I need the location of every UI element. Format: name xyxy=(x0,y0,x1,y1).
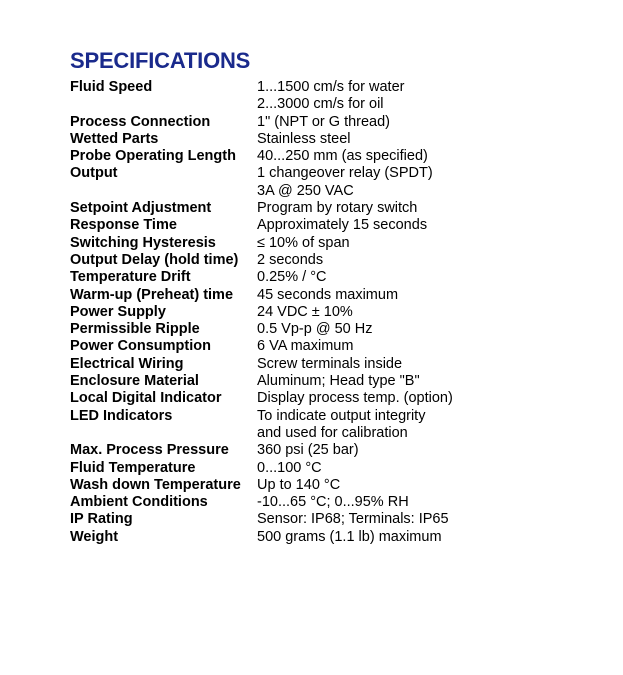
spec-value-line: 6 VA maximum xyxy=(257,338,354,355)
spec-row xyxy=(70,529,590,546)
spec-row xyxy=(70,79,590,114)
spec-value xyxy=(257,217,590,234)
spec-row xyxy=(70,287,590,304)
spec-value-line: 1 changeover relay (SPDT) xyxy=(257,165,433,182)
spec-value-line: Aluminum; Head type "B" xyxy=(257,373,420,390)
spec-value-line: Screw terminals inside xyxy=(257,355,403,372)
spec-value-line: 360 psi (25 bar) xyxy=(257,442,359,459)
spec-label: Permissible Ripple xyxy=(70,321,200,338)
spec-value xyxy=(257,511,590,528)
spec-value-line: 1...1500 cm/s for water xyxy=(257,79,405,95)
spec-row xyxy=(70,200,590,217)
spec-value-line: and used for calibration xyxy=(257,424,408,441)
spec-row xyxy=(70,165,590,200)
spec-value xyxy=(257,338,590,355)
spec-row xyxy=(70,114,590,131)
spec-value-line: 40...250 mm (as specified) xyxy=(257,148,428,165)
spec-label: Output Delay (hold time) xyxy=(70,251,239,268)
spec-label: Power Consumption xyxy=(70,338,211,355)
spec-value-line: Program by rotary switch xyxy=(257,200,418,217)
spec-label: Switching Hysteresis xyxy=(70,234,216,251)
spec-value xyxy=(257,460,590,477)
spec-row xyxy=(70,460,590,477)
spec-value xyxy=(257,114,590,131)
spec-label: IP Rating xyxy=(70,511,133,528)
spec-row xyxy=(70,477,590,494)
spec-label: Max. Process Pressure xyxy=(70,442,229,459)
spec-label: Fluid Speed xyxy=(70,79,153,95)
spec-value-line: Stainless steel xyxy=(257,130,351,147)
spec-value-line: 500 grams (1.1 lb) maximum xyxy=(257,528,442,545)
spec-row xyxy=(70,235,590,252)
spec-label: Fluid Temperature xyxy=(70,459,196,476)
spec-value-line: ≤ 10% of span xyxy=(257,234,350,251)
spec-value-line: Display process temp. (option) xyxy=(257,390,453,407)
spec-value xyxy=(257,131,590,148)
spec-row xyxy=(70,338,590,355)
spec-label: Output xyxy=(70,165,118,182)
spec-value xyxy=(257,390,590,407)
spec-value-line: 2...3000 cm/s for oil xyxy=(257,96,384,113)
spec-label: LED Indicators xyxy=(70,407,173,424)
spec-row xyxy=(70,131,590,148)
spec-value xyxy=(257,408,590,443)
spec-value xyxy=(257,200,590,217)
spec-row xyxy=(70,511,590,528)
spec-label: Power Supply xyxy=(70,303,166,320)
spec-row xyxy=(70,252,590,269)
spec-value xyxy=(257,442,590,459)
spec-value-line: 24 VDC ± 10% xyxy=(257,303,353,320)
spec-value xyxy=(257,235,590,252)
spec-value xyxy=(257,304,590,321)
spec-table xyxy=(70,79,590,546)
spec-value-line: Up to 140 °C xyxy=(257,476,341,493)
spec-value-line: 0.5 Vp-p @ 50 Hz xyxy=(257,321,373,338)
spec-label: Probe Operating Length xyxy=(70,148,236,165)
spec-value-line: 45 seconds maximum xyxy=(257,286,399,303)
spec-row xyxy=(70,408,590,443)
spec-row xyxy=(70,390,590,407)
spec-value-line: -10...65 °C; 0...95% RH xyxy=(257,494,409,511)
spec-value xyxy=(257,477,590,494)
spec-label: Electrical Wiring xyxy=(70,355,184,372)
spec-value xyxy=(257,494,590,511)
spec-row xyxy=(70,442,590,459)
spec-value-line: 3A @ 250 VAC xyxy=(257,182,354,199)
spec-row xyxy=(70,269,590,286)
spec-label: Temperature Drift xyxy=(70,269,191,286)
spec-value xyxy=(257,148,590,165)
specifications-document xyxy=(70,48,590,546)
spec-value xyxy=(257,321,590,338)
page-title: SPECIFICATIONS xyxy=(70,48,251,73)
spec-row xyxy=(70,217,590,234)
spec-label: Wetted Parts xyxy=(70,130,159,147)
spec-value-line: Approximately 15 seconds xyxy=(257,217,428,234)
spec-label: Response Time xyxy=(70,217,177,234)
spec-value xyxy=(257,252,590,269)
spec-row xyxy=(70,494,590,511)
spec-value xyxy=(257,269,590,286)
spec-label: Warm-up (Preheat) time xyxy=(70,286,234,303)
spec-value xyxy=(257,356,590,373)
spec-label: Local Digital Indicator xyxy=(70,390,222,407)
spec-value xyxy=(257,287,590,304)
spec-row xyxy=(70,373,590,390)
spec-label: Weight xyxy=(70,528,119,545)
spec-value xyxy=(257,529,590,546)
spec-value-line: To indicate output integrity xyxy=(257,407,426,424)
spec-value xyxy=(257,373,590,390)
spec-label: Enclosure Material xyxy=(70,373,199,390)
spec-label: Ambient Conditions xyxy=(70,494,208,511)
spec-label: Setpoint Adjustment xyxy=(70,200,212,217)
spec-value-line: 2 seconds xyxy=(257,251,324,268)
spec-value-line: 1" (NPT or G thread) xyxy=(257,113,391,130)
spec-row xyxy=(70,304,590,321)
spec-value-line: 0...100 °C xyxy=(257,459,322,476)
spec-value xyxy=(257,79,590,114)
spec-label: Process Connection xyxy=(70,113,211,130)
spec-label: Wash down Temperature xyxy=(70,476,241,493)
spec-row xyxy=(70,321,590,338)
spec-value-line: 0.25% / °C xyxy=(257,269,327,286)
spec-row xyxy=(70,356,590,373)
spec-value xyxy=(257,165,590,200)
spec-value-line: Sensor: IP68; Terminals: IP65 xyxy=(257,511,449,528)
spec-row xyxy=(70,148,590,165)
